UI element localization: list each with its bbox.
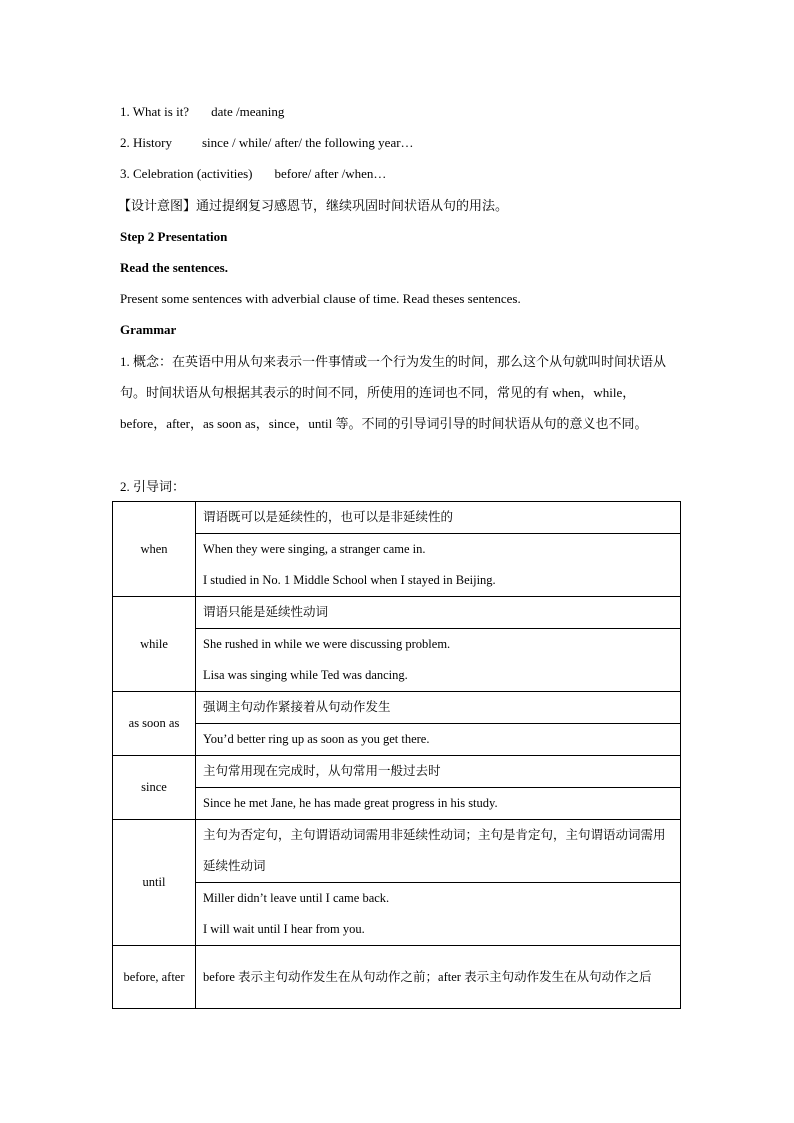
table-row (113, 629, 681, 692)
example-sentence: Lisa was singing while Ted was dancing. (203, 668, 408, 682)
table-row (113, 883, 681, 946)
example-sentence: You’d better ring up as soon as you get there. (203, 732, 430, 746)
example-sentence: I will wait until I hear from you. (203, 922, 365, 936)
examples-cell (196, 724, 681, 756)
step-heading: Step 2 Presentation (120, 229, 228, 244)
read-heading: Read the sentences. (120, 260, 228, 275)
example-sentence: When they were singing, a stranger came in. (203, 542, 426, 556)
table-row (113, 502, 681, 534)
outline-item (120, 166, 386, 182)
rule-cell: 谓语既可以是延续性的，也可以是非延续性的 (196, 502, 681, 534)
example-sentence: She rushed in while we were discussing problem. (203, 637, 451, 651)
conjunction-cell: until (113, 820, 196, 946)
example-sentence: Since he met Jane, he has made great progress in his study. (203, 796, 498, 810)
outline-detail: before/ after /when… (274, 166, 387, 181)
table-row (113, 724, 681, 756)
table-row (113, 756, 681, 788)
rule-cell: 主句常用现在完成时，从句常用一般过去时 (196, 756, 681, 788)
conjunction-cell: before, after (113, 946, 196, 1009)
rule-cell: before 表示主句动作发生在从句动作之前；after 表示主句动作发生在从句动作之后 (196, 946, 681, 1009)
table-row (113, 534, 681, 597)
outline-label: 2. History (120, 135, 172, 150)
conjunction-table (112, 501, 681, 1009)
table-row (113, 692, 681, 724)
guide-heading: 2. 引导词： (120, 479, 186, 494)
conjunction-cell: as soon as (113, 692, 196, 756)
conjunction-cell: while (113, 597, 196, 692)
outline-detail: since / while/ after/ the following year… (202, 135, 414, 150)
outline-label: 3. Celebration (activities) (120, 166, 253, 181)
example-sentence: I studied in No. 1 Middle School when I stayed in Beijing. (203, 573, 496, 587)
examples-cell (196, 629, 681, 692)
example-sentence: Miller didn’t leave until I came back. (203, 891, 390, 905)
table-row (113, 788, 681, 820)
examples-cell (196, 788, 681, 820)
outline-label: 1. What is it? (120, 104, 190, 119)
conjunction-cell: since (113, 756, 196, 820)
rule-cell: 强调主句动作紧接着从句动作发生 (196, 692, 681, 724)
table-row (113, 820, 681, 883)
design-intent: 【设计意图】通过提纲复习感恩节，继续巩固时间状语从句的用法。 (118, 198, 509, 213)
table-row (113, 946, 681, 1009)
rule-cell: 主句为否定句，主句谓语动词需用非延续性动词；主句是肯定句，主句谓语动词需用延续性动词 (196, 820, 681, 883)
examples-cell (196, 883, 681, 946)
present-text: Present some sentences with adverbial clause of time. Read theses sentences. (120, 291, 521, 306)
outline-item (120, 135, 414, 151)
grammar-heading: Grammar (120, 322, 177, 337)
examples-cell (196, 534, 681, 597)
concept-paragraph: 1. 概念：在英语中用从句来表示一件事情或一个行为发生的时间，那么这个从句就叫时间状语从句。时间状语从句根据其表示的时间不同，所使用的连词也不同，常见的有 when，while，before，after，as soon as，since，until 等。不同的引导词引导的时间状语从句的意义也不同。 (120, 354, 667, 431)
table-row (113, 597, 681, 629)
outline-detail: date /meaning (211, 104, 285, 119)
rule-cell: 谓语只能是延续性动词 (196, 597, 681, 629)
outline-item (120, 104, 284, 120)
conjunction-cell: when (113, 502, 196, 597)
